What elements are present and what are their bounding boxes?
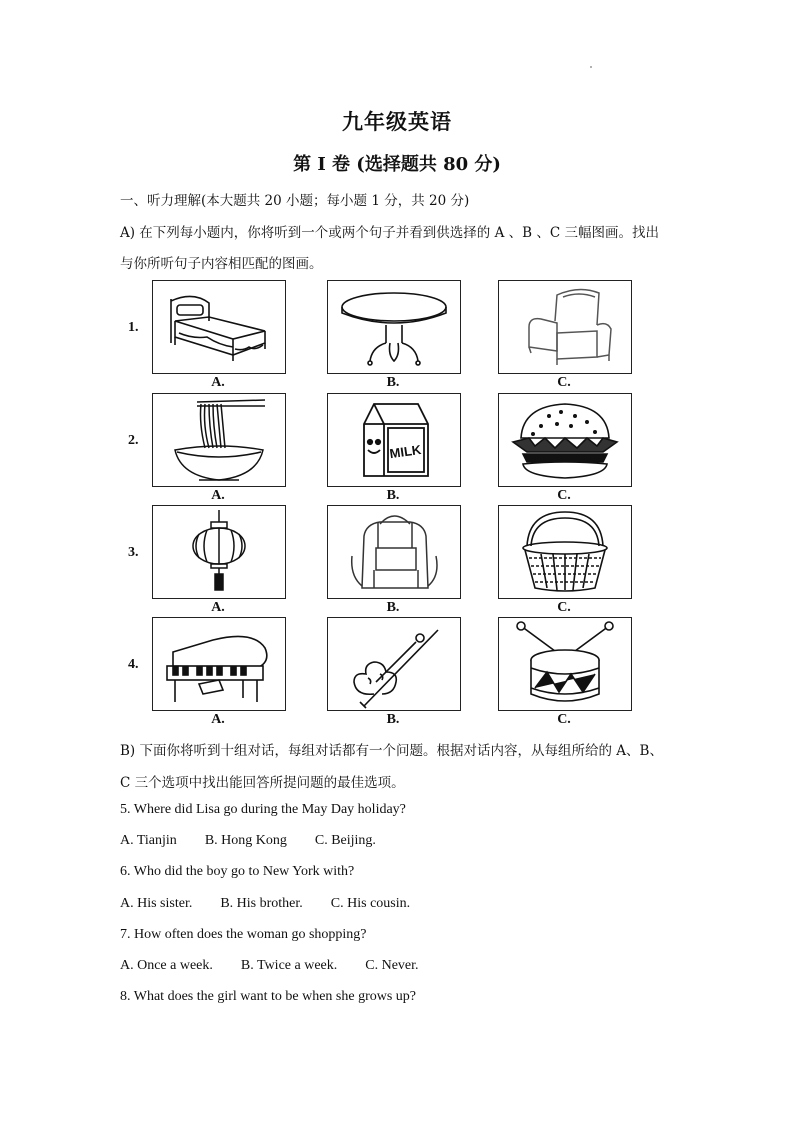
option-c-label: C. bbox=[557, 600, 571, 615]
bed-icon bbox=[153, 281, 285, 373]
option-c-label: C. bbox=[557, 375, 571, 390]
option-b-label: B. bbox=[386, 375, 400, 390]
question-number: 2. bbox=[128, 433, 139, 448]
piano-icon bbox=[153, 618, 285, 710]
question-7: 7. How often does the woman go shopping? bbox=[120, 927, 367, 942]
option-c-box[interactable] bbox=[498, 505, 632, 599]
question-number: 4. bbox=[128, 657, 139, 672]
option-b-label: B. bbox=[386, 712, 400, 727]
question-6: 6. Who did the boy go to New York with? bbox=[120, 864, 355, 879]
option-c[interactable]: C. His cousin. bbox=[330, 896, 411, 911]
option-a-box[interactable] bbox=[152, 280, 286, 374]
backpack-icon bbox=[328, 506, 460, 598]
milk-carton-icon bbox=[328, 394, 460, 486]
option-b-box[interactable] bbox=[327, 280, 461, 374]
drum-icon bbox=[499, 618, 631, 710]
option-c-box[interactable] bbox=[498, 393, 632, 487]
option-a[interactable]: A. Tianjin bbox=[120, 833, 177, 848]
option-a[interactable]: A. Once a week. bbox=[120, 958, 213, 973]
question-5: 5. Where did Lisa go during the May Day holiday? bbox=[120, 802, 406, 817]
lantern-icon bbox=[153, 506, 285, 598]
page-title: 九年级英语 bbox=[342, 109, 452, 134]
option-b[interactable]: B. Hong Kong bbox=[204, 833, 287, 848]
option-a[interactable]: A. His sister. bbox=[120, 896, 193, 911]
scan-dot bbox=[590, 66, 592, 68]
violin-icon bbox=[328, 618, 460, 710]
picture-question-2 bbox=[0, 393, 794, 505]
option-a-label: A. bbox=[211, 712, 225, 727]
picture-question-1 bbox=[0, 280, 794, 392]
hamburger-icon bbox=[499, 394, 631, 486]
round-table-icon bbox=[328, 281, 460, 373]
part-a-instructions-2: 与你所听句子内容相匹配的图画。 bbox=[120, 256, 323, 272]
option-b-box[interactable] bbox=[327, 617, 461, 711]
option-b[interactable]: B. Twice a week. bbox=[240, 958, 338, 973]
basket-icon bbox=[499, 506, 631, 598]
option-a-label: A. bbox=[211, 488, 225, 503]
question-number: 3. bbox=[128, 545, 139, 560]
question-8: 8. What does the girl want to be when she grows up? bbox=[120, 989, 417, 1004]
option-b-label: B. bbox=[386, 488, 400, 503]
option-c-label: C. bbox=[557, 712, 571, 727]
picture-question-4 bbox=[0, 617, 794, 729]
part-b-instructions-2: C 三个选项中找出能回答所提问题的最佳选项。 bbox=[120, 775, 405, 791]
option-a-label: A. bbox=[211, 375, 225, 390]
part-a-instructions-1: A) 在下列每小题内，你将听到一个或两个句子并看到供选择的 A 、B 、C 三幅图画。找出 bbox=[120, 225, 659, 241]
option-c-box[interactable] bbox=[498, 280, 632, 374]
option-b-box[interactable] bbox=[327, 393, 461, 487]
part-b-instructions-1: B) 下面你将听到十组对话，每组对话都有一个问题。根据对话内容，从每组所给的 A、B、 bbox=[120, 743, 663, 759]
armchair-icon bbox=[499, 281, 631, 373]
question-number: 1. bbox=[128, 320, 139, 335]
noodles-icon bbox=[153, 394, 285, 486]
option-c[interactable]: C. Never. bbox=[365, 958, 419, 973]
option-b-box[interactable] bbox=[327, 505, 461, 599]
question-5-options bbox=[120, 833, 376, 849]
option-c[interactable]: C. Beijing. bbox=[314, 833, 376, 848]
option-a-box[interactable] bbox=[152, 617, 286, 711]
question-6-options bbox=[120, 896, 410, 912]
milk-label: MILK bbox=[388, 441, 423, 462]
option-b-label: B. bbox=[386, 600, 400, 615]
option-c-label: C. bbox=[557, 488, 571, 503]
option-a-box[interactable] bbox=[152, 505, 286, 599]
question-7-options bbox=[120, 958, 419, 974]
section-heading: 一、听力理解(本大题共 20 小题；每小题 1 分，共 20 分) bbox=[120, 193, 470, 209]
option-a-box[interactable] bbox=[152, 393, 286, 487]
section-title: 第 I 卷 (选择题共 80 分) bbox=[293, 154, 501, 175]
picture-question-3 bbox=[0, 505, 794, 617]
option-a-label: A. bbox=[211, 600, 225, 615]
option-c-box[interactable] bbox=[498, 617, 632, 711]
option-b[interactable]: B. His brother. bbox=[220, 896, 303, 911]
